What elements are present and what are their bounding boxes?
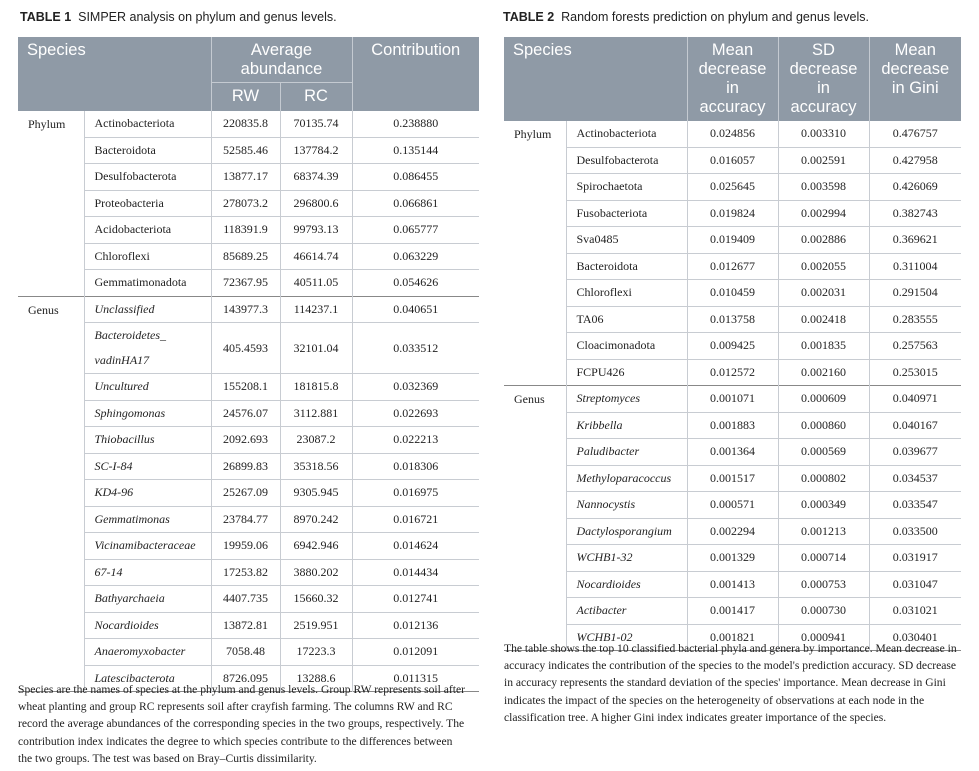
table-row (18, 190, 479, 217)
table-row (504, 174, 961, 201)
rc-value: 6942.946 (280, 533, 352, 560)
species-header: Species (504, 37, 687, 121)
table-row (504, 333, 961, 360)
species-name: TA06 (566, 306, 687, 333)
rc-value: 70135.74 (280, 111, 352, 137)
species-name: Bacteroidota (84, 137, 211, 164)
mdg-value: 0.426069 (869, 174, 961, 201)
species-name: WCHB1-02 (566, 624, 687, 651)
mda-value: 0.012677 (687, 253, 778, 280)
mdg-value: 0.283555 (869, 306, 961, 333)
mdg-value: 0.034537 (869, 465, 961, 492)
table-row (18, 480, 479, 507)
species-name: WCHB1-32 (566, 545, 687, 572)
rw-value: 2092.693 (211, 427, 280, 454)
table-row (18, 506, 479, 533)
table-row (504, 439, 961, 466)
sda-value: 0.000860 (778, 412, 869, 439)
rw-value: 13877.17 (211, 164, 280, 191)
species-name: Unclassified (84, 296, 211, 323)
table-row (504, 253, 961, 280)
mda-value: 0.001413 (687, 571, 778, 598)
species-name: Proteobacteria (84, 190, 211, 217)
table-row (18, 270, 479, 297)
rw-value: 7058.48 (211, 639, 280, 666)
contribution-value: 0.066861 (352, 190, 479, 217)
sda-value: 0.002055 (778, 253, 869, 280)
sda-value: 0.000609 (778, 386, 869, 413)
species-name: Bacteroidetes_ vadinHA17 (84, 323, 211, 374)
species-name: Thiobacillus (84, 427, 211, 454)
species-name: KD4-96 (84, 480, 211, 507)
sda-value: 0.001835 (778, 333, 869, 360)
contribution-value: 0.054626 (352, 270, 479, 297)
species-name: Anaeromyxobacter (84, 639, 211, 666)
table1-caption (20, 10, 337, 24)
table-row (18, 453, 479, 480)
sda-value: 0.000569 (778, 439, 869, 466)
contribution-value: 0.032369 (352, 374, 479, 401)
table-row (504, 465, 961, 492)
rw-value: 85689.25 (211, 243, 280, 270)
table-row (504, 200, 961, 227)
sda-value: 0.000714 (778, 545, 869, 572)
rc-value: 13288.6 (280, 665, 352, 692)
contribution-value: 0.018306 (352, 453, 479, 480)
mdg-value: 0.031021 (869, 598, 961, 625)
table-row (18, 427, 479, 454)
mda-value: 0.019824 (687, 200, 778, 227)
rw-value: 405.4593 (211, 323, 280, 374)
contribution-value: 0.238880 (352, 111, 479, 137)
rc-value: 40511.05 (280, 270, 352, 297)
sda-value: 0.000730 (778, 598, 869, 625)
mdg-value: 0.253015 (869, 359, 961, 386)
species-name: Actinobacteriota (84, 111, 211, 137)
mean-decrease-gini-header: Mean decrease in Gini (869, 37, 961, 121)
simper-table-body (18, 111, 479, 692)
group-label: Phylum (28, 117, 66, 131)
sda-value: 0.001213 (778, 518, 869, 545)
sda-value: 0.002591 (778, 147, 869, 174)
contribution-value: 0.014624 (352, 533, 479, 560)
sda-value: 0.002994 (778, 200, 869, 227)
sda-value: 0.000802 (778, 465, 869, 492)
table1-label: TABLE 1 (20, 10, 72, 24)
mda-value: 0.001364 (687, 439, 778, 466)
mdg-value: 0.427958 (869, 147, 961, 174)
mdg-value: 0.476757 (869, 121, 961, 147)
mda-value: 0.016057 (687, 147, 778, 174)
group-label: Phylum (514, 127, 552, 141)
rw-header: RW (211, 82, 280, 111)
table-row (18, 111, 479, 137)
species-name: Chloroflexi (84, 243, 211, 270)
table-row (18, 217, 479, 244)
species-header: Species (18, 37, 211, 111)
table-row (18, 533, 479, 560)
species-name: Gemmatimonadota (84, 270, 211, 297)
rw-value: 8726.095 (211, 665, 280, 692)
mda-value: 0.012572 (687, 359, 778, 386)
sda-value: 0.002418 (778, 306, 869, 333)
contribution-value: 0.011315 (352, 665, 479, 692)
mdg-value: 0.311004 (869, 253, 961, 280)
table-row (504, 412, 961, 439)
contribution-value: 0.135144 (352, 137, 479, 164)
rc-header: RC (280, 82, 352, 111)
mda-value: 0.013758 (687, 306, 778, 333)
table-row (504, 598, 961, 625)
rw-value: 155208.1 (211, 374, 280, 401)
mda-value: 0.001329 (687, 545, 778, 572)
rw-value: 24576.07 (211, 400, 280, 427)
mdg-value: 0.030401 (869, 624, 961, 651)
species-name: Spirochaetota (566, 174, 687, 201)
rw-value: 220835.8 (211, 111, 280, 137)
table2-title: Random forests prediction on phylum and genus levels. (561, 10, 869, 24)
table-row (18, 164, 479, 191)
mda-value: 0.019409 (687, 227, 778, 254)
table-row (504, 518, 961, 545)
table-row (504, 571, 961, 598)
table1-footnote: Species are the names of species at the phylum and genus levels. Group RW represents soil after wheat planting and group RC represents soil after crayfish farming. The columns RW and RC record the average abundances of the corresponding species in the two groups, respectively. The contribution index indicates the degree to which species contribute to the differences between the two groups. The test was based on Bray–Curtis dissimilarity. (18, 683, 465, 765)
rc-value: 46614.74 (280, 243, 352, 270)
table-row (504, 492, 961, 519)
mda-value: 0.001821 (687, 624, 778, 651)
random-forest-table (504, 37, 961, 651)
species-name: Nocardioides (566, 571, 687, 598)
mdg-value: 0.040167 (869, 412, 961, 439)
simper-table (18, 37, 479, 692)
table-row (18, 374, 479, 401)
sda-value: 0.003310 (778, 121, 869, 147)
contribution-value: 0.022213 (352, 427, 479, 454)
species-name: Desulfobacterota (566, 147, 687, 174)
species-name: Sva0485 (566, 227, 687, 254)
rw-value: 118391.9 (211, 217, 280, 244)
mdg-value: 0.033547 (869, 492, 961, 519)
mdg-value: 0.031047 (869, 571, 961, 598)
sda-value: 0.002886 (778, 227, 869, 254)
table-row (18, 612, 479, 639)
mdg-value: 0.040971 (869, 386, 961, 413)
random-forest-table-body (504, 121, 961, 651)
sda-value: 0.000349 (778, 492, 869, 519)
group-label: Genus (504, 386, 566, 651)
species-name: Bacteroidota (566, 253, 687, 280)
mda-value: 0.001883 (687, 412, 778, 439)
species-name: Streptomyces (566, 386, 687, 413)
contribution-value: 0.012136 (352, 612, 479, 639)
rc-value: 137784.2 (280, 137, 352, 164)
group-label: Genus (18, 296, 84, 692)
species-name: Nocardioides (84, 612, 211, 639)
mda-value: 0.010459 (687, 280, 778, 307)
table2-label: TABLE 2 (503, 10, 555, 24)
rc-value: 2519.951 (280, 612, 352, 639)
mdg-value: 0.369621 (869, 227, 961, 254)
species-name: SC-I-84 (84, 453, 211, 480)
species-name: Kribbella (566, 412, 687, 439)
rw-value: 72367.95 (211, 270, 280, 297)
species-name: Bathyarchaeia (84, 586, 211, 613)
contribution-value: 0.016975 (352, 480, 479, 507)
mdg-value: 0.291504 (869, 280, 961, 307)
species-name: Desulfobacterota (84, 164, 211, 191)
rw-value: 143977.3 (211, 296, 280, 323)
rc-value: 68374.39 (280, 164, 352, 191)
species-name: Gemmatimonas (84, 506, 211, 533)
table-row (504, 147, 961, 174)
sda-value: 0.002160 (778, 359, 869, 386)
rc-value: 15660.32 (280, 586, 352, 613)
rc-value: 99793.13 (280, 217, 352, 244)
rc-value: 114237.1 (280, 296, 352, 323)
species-name: Uncultured (84, 374, 211, 401)
contribution-value: 0.014434 (352, 559, 479, 586)
sda-value: 0.002031 (778, 280, 869, 307)
contribution-value: 0.065777 (352, 217, 479, 244)
table-row (18, 243, 479, 270)
rc-value: 3112.881 (280, 400, 352, 427)
rw-value: 23784.77 (211, 506, 280, 533)
mean-decrease-accuracy-header: Mean decrease in accuracy (687, 37, 778, 121)
table-row (18, 639, 479, 666)
contribution-value: 0.016721 (352, 506, 479, 533)
table-row (18, 323, 479, 374)
table-row (504, 359, 961, 386)
species-name: Dactylosporangium (566, 518, 687, 545)
rc-value: 35318.56 (280, 453, 352, 480)
rc-value: 9305.945 (280, 480, 352, 507)
species-name: Methyloparacoccus (566, 465, 687, 492)
contribution-value: 0.033512 (352, 323, 479, 374)
rc-value: 181815.8 (280, 374, 352, 401)
mda-value: 0.000571 (687, 492, 778, 519)
table1-title: SIMPER analysis on phylum and genus levels. (78, 10, 337, 24)
mdg-value: 0.039677 (869, 439, 961, 466)
sd-decrease-accuracy-header: SD decrease in accuracy (778, 37, 869, 121)
rc-value: 296800.6 (280, 190, 352, 217)
contribution-header: Contribution (352, 37, 479, 111)
mda-value: 0.009425 (687, 333, 778, 360)
mda-value: 0.002294 (687, 518, 778, 545)
table-row (504, 306, 961, 333)
mda-value: 0.025645 (687, 174, 778, 201)
mdg-value: 0.257563 (869, 333, 961, 360)
species-name: Chloroflexi (566, 280, 687, 307)
contribution-value: 0.012741 (352, 586, 479, 613)
rc-value: 23087.2 (280, 427, 352, 454)
rw-value: 26899.83 (211, 453, 280, 480)
mdg-value: 0.382743 (869, 200, 961, 227)
table-row (504, 545, 961, 572)
species-name: Cloacimonadota (566, 333, 687, 360)
species-name: Fusobacteriota (566, 200, 687, 227)
rc-value: 8970.242 (280, 506, 352, 533)
contribution-value: 0.012091 (352, 639, 479, 666)
mdg-value: 0.033500 (869, 518, 961, 545)
mda-value: 0.001071 (687, 386, 778, 413)
mdg-value: 0.031917 (869, 545, 961, 572)
table-row (504, 280, 961, 307)
mda-value: 0.001417 (687, 598, 778, 625)
species-name: 67-14 (84, 559, 211, 586)
rc-value: 3880.202 (280, 559, 352, 586)
table-row (18, 400, 479, 427)
rw-value: 25267.09 (211, 480, 280, 507)
species-name: Actibacter (566, 598, 687, 625)
species-name: Paludibacter (566, 439, 687, 466)
average-abundance-header: Average abundance (211, 37, 352, 82)
sda-value: 0.000941 (778, 624, 869, 651)
contribution-value: 0.040651 (352, 296, 479, 323)
contribution-value: 0.086455 (352, 164, 479, 191)
species-name: Latescibacterota (84, 665, 211, 692)
table-row (504, 227, 961, 254)
table-row (504, 386, 961, 413)
table-row (504, 121, 961, 147)
species-name: Acidobacteriota (84, 217, 211, 244)
rc-value: 17223.3 (280, 639, 352, 666)
sda-value: 0.000753 (778, 571, 869, 598)
species-name: Nannocystis (566, 492, 687, 519)
table-row (18, 137, 479, 164)
rw-value: 17253.82 (211, 559, 280, 586)
sda-value: 0.003598 (778, 174, 869, 201)
table-row (18, 559, 479, 586)
contribution-value: 0.022693 (352, 400, 479, 427)
table-row (18, 586, 479, 613)
table2-footnote: The table shows the top 10 classified bacterial phyla and genera by importance. Mean decrease in accuracy indicates the contribution of the species to the model's prediction accuracy. SD decrease in accuracy represents the standard deviation of the species' importance. Mean decrease in Gini indicates the impact of the species on the heterogeneity of observations at each node in the classification tree. A higher Gini index indicates greater importance of the species. (504, 642, 957, 724)
rw-value: 4407.735 (211, 586, 280, 613)
rw-value: 19959.06 (211, 533, 280, 560)
contribution-value: 0.063229 (352, 243, 479, 270)
rw-value: 13872.81 (211, 612, 280, 639)
species-name: Sphingomonas (84, 400, 211, 427)
mda-value: 0.024856 (687, 121, 778, 147)
species-name: Actinobacteriota (566, 121, 687, 147)
species-name: Vicinamibacteraceae (84, 533, 211, 560)
rw-value: 278073.2 (211, 190, 280, 217)
species-name: FCPU426 (566, 359, 687, 386)
rc-value: 32101.04 (280, 323, 352, 374)
table2-caption (503, 10, 869, 24)
mda-value: 0.001517 (687, 465, 778, 492)
rw-value: 52585.46 (211, 137, 280, 164)
table-row (18, 296, 479, 323)
